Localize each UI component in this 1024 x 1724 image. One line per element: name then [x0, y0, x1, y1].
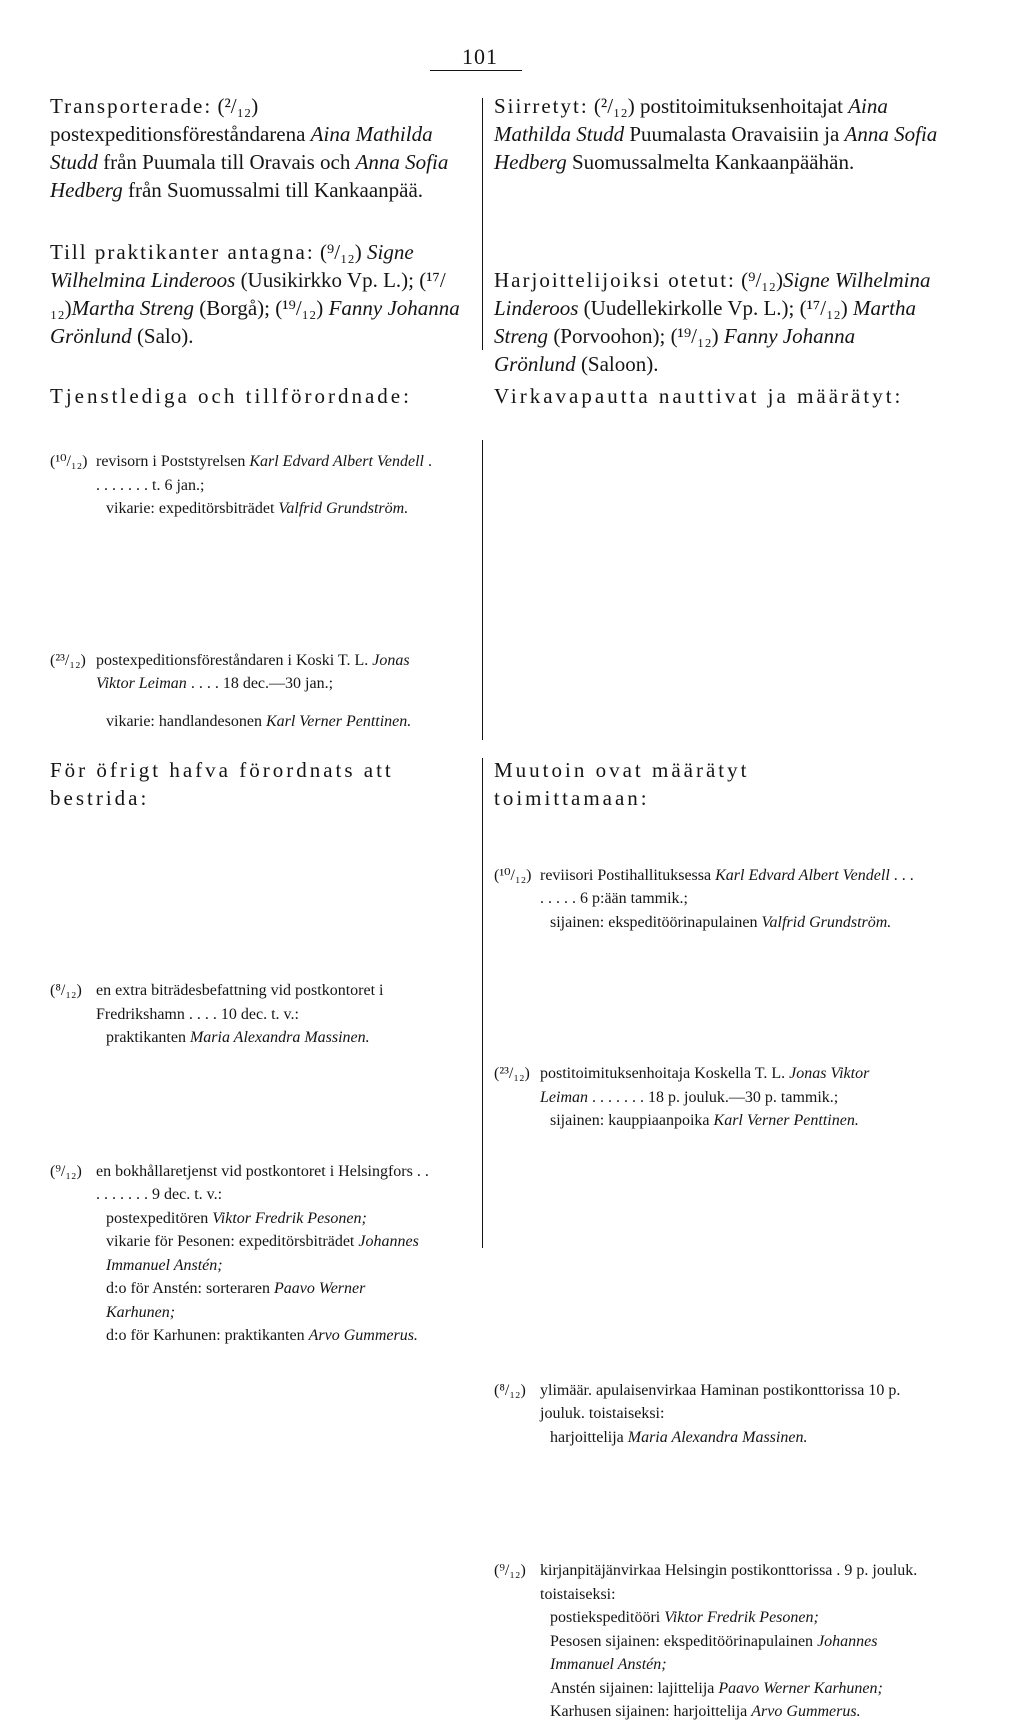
right-entry-vendell: (¹⁰/₁₂) reviisori Postihallituksessa Karl Edvard Albert Vendell . . . . . . . . 6 p:ään tammik.; sijainen: ekspeditöörinapulainen Valfrid Grundström.: [494, 866, 914, 931]
right-heading-appointed: Muutoin ovat määrätyt toimittamaan:: [494, 758, 750, 810]
left-entry-pesonen: (⁹/₁₂) en bokhållaretjenst vid postkontoret i Helsingfors . . . . . . . . . 9 dec. t. v.: postexpeditören Viktor Fredrik Pesonen; vikarie för Pesonen: expeditörsbiträdet Johannes Immanuel Anstén; d:o för Anstén: sorteraren Paavo Werner Karhunen; d:o för Karhunen: praktikanten Arvo Gummerus.: [50, 1162, 429, 1344]
left-heading-appointed: För öfrigt hafva förordnats att bestrida:: [50, 758, 394, 810]
right-entry-massinen: (⁸/₁₂) ylimäär. apulaisenvirkaa Haminan postikonttorissa 10 p. jouluk. toistaiseksi: harjoittelija Maria Alexandra Massinen.: [494, 1381, 901, 1446]
column-divider-2: [482, 440, 483, 740]
left-entry-leiman: (²³/₁₂) postexpeditionsföreståndaren i Koski T. L. Jonas Viktor Leiman . . . . 18 dec.—30 jan.; vikarie: handlandesonen Karl Verner Penttinen.: [50, 651, 412, 730]
right-entry-leiman: (²³/₁₂) postitoimituksenhoitaja Koskella T. L. Jonas Viktor Leiman . . . . . . . 18 p. jouluk.—30 p. tammik.; sijainen: kauppiaanpoika Karl Verner Penttinen.: [494, 1065, 870, 1129]
right-trainees-paragraph: Harjoittelijoiksi otetut: (⁹/₁₂)Signe Wilhelmina Linderoos (Uudellekirkolle Vp. L.); (¹⁷/₁₂) Martha Streng (Porvoohon); (¹⁹/₁₂) Fanny Johanna Grönlund (Saloon).: [494, 268, 931, 376]
left-entry-massinen: (⁸/₁₂) en extra biträdesbefattning vid postkontoret i Fredrikshamn . . . . 10 dec. t. v.: praktikanten Maria Alexandra Massinen.: [50, 982, 384, 1046]
right-heading-leave: Virkavapautta nauttivat ja määrätyt:: [494, 384, 904, 408]
column-divider-3: [482, 758, 483, 1248]
right-transfers-paragraph: Siirretyt: (²/₁₂) postitoimituksenhoitajat Aina Mathilda Studd Puumalasta Oravaisiin ja Anna Sofia Hedberg Suomussalmelta Kankaanpäähän.: [494, 94, 938, 174]
left-entry-vendell: (¹⁰/₁₂) revisorn i Poststyrelsen Karl Edvard Albert Vendell . . . . . . . . t. 6 jan.; vikarie: expeditörsbiträdet Valfrid Grundström.: [50, 453, 432, 517]
left-transfers-paragraph: Transporterade: (²/₁₂) postexpeditionsföreståndarena Aina Mathilda Studd från Puumala till Oravais och Anna Sofia Hedberg från Suomussalmi till Kankaanpää.: [50, 94, 449, 202]
left-heading-leave: Tjenstlediga och tillförordnade:: [50, 384, 412, 408]
left-trainees-paragraph: Till praktikanter antagna: (⁹/₁₂) Signe Wilhelmina Linderoos (Uusikirkko Vp. L.); (¹⁷/₁₂)Martha Streng (Borgå); (¹⁹/₁₂) Fanny Johanna Grönlund (Salo).: [50, 240, 460, 348]
page-number: 101: [462, 44, 498, 69]
page-number-rule: [430, 70, 522, 71]
right-entry-pesonen: (⁹/₁₂) kirjanpitäjänvirkaa Helsingin postikonttorissa . 9 p. jouluk. toistaiseksi: postiekspeditööri Viktor Fredrik Pesonen; Pesosen sijainen: ekspeditöörinapulainen Johannes Immanuel Anstén; Anstén sijainen: lajittelija Paavo Werner Karhunen; Karhusen sijainen: harjoittelija Arvo Gummerus.: [494, 1562, 918, 1720]
column-divider-1: [482, 98, 483, 350]
